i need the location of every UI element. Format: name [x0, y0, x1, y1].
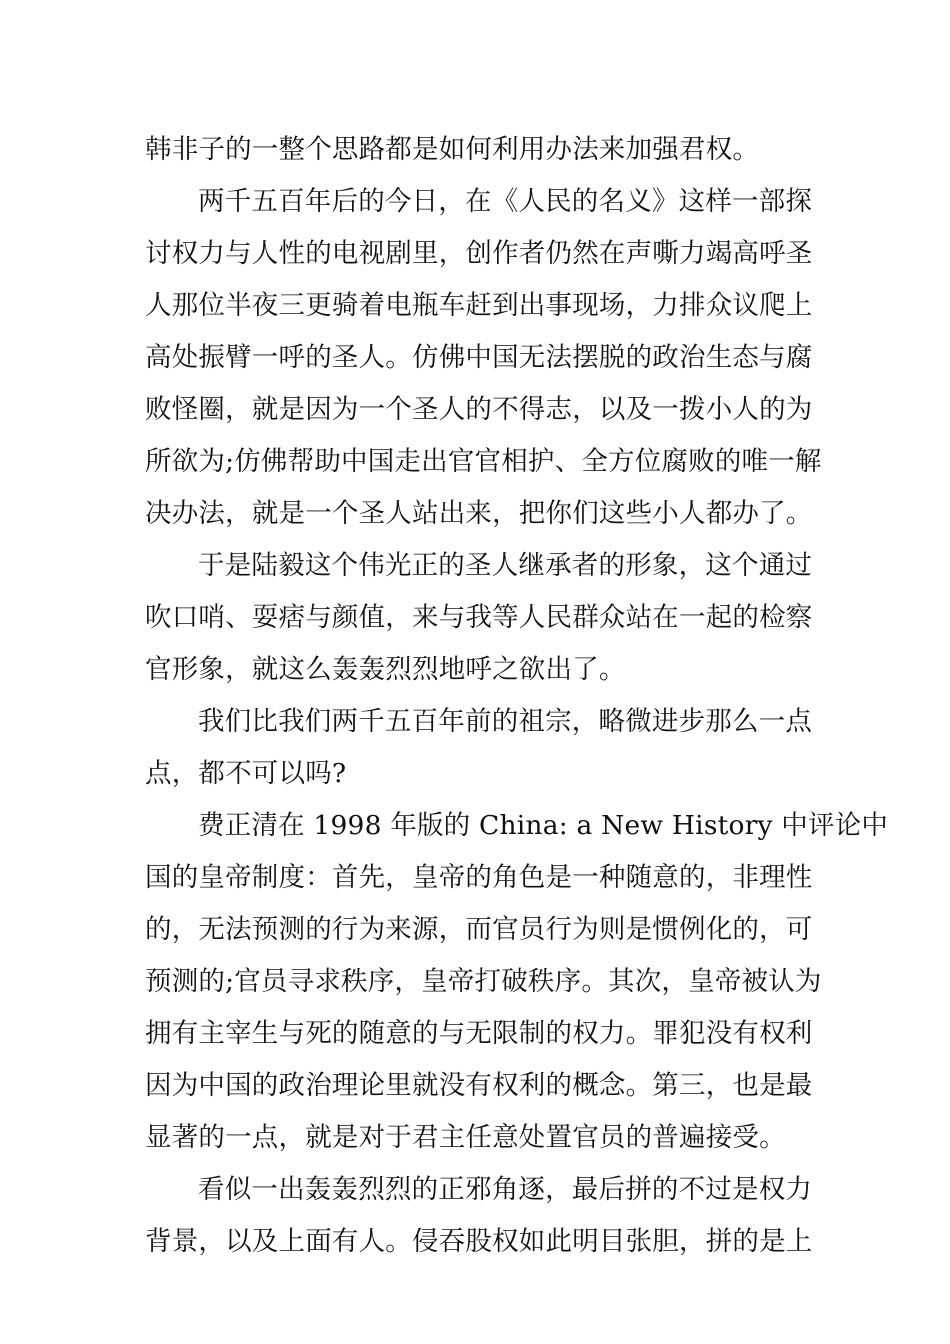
text-line-5: 高处振臂一呼的圣人。仿佛中国无法摆脱的政治生态与腐: [145, 342, 813, 373]
text-line-3: 讨权力与人性的电视剧里，创作者仍然在声嘶力竭高呼圣: [145, 238, 813, 269]
text-line-10: 吹口哨、耍痞与颜值，来与我等人民群众站在一起的检察: [145, 602, 813, 633]
text-line-1: 韩非子的一整个思路都是如何利用办法来加强君权。: [145, 134, 760, 165]
text-line-2: 两千五百年后的今日，在《人民的名义》这样一部探: [198, 186, 813, 217]
text-line-18: 拥有主宰生与死的随意的与无限制的权力。罪犯没有权利: [145, 1018, 813, 1049]
body-text: [145, 124, 889, 1268]
text-line-13: 点，都不可以吗?: [145, 758, 347, 789]
text-line-8: 决办法，就是一个圣人站出来，把你们这些小人都办了。: [145, 498, 813, 529]
text-line-14: 费正清在 1998 年版的 China: a New History 中评论中: [198, 810, 889, 841]
text-line-20: 显著的一点，就是对于君主任意处置官员的普遍接受。: [145, 1122, 786, 1153]
text-line-15: 国的皇帝制度：首先，皇帝的角色是一种随意的，非理性: [145, 862, 813, 893]
text-line-17: 预测的;官员寻求秩序，皇帝打破秩序。其次，皇帝被认为: [145, 966, 822, 997]
text-line-21: 看似一出轰轰烈烈的正邪角逐，最后拼的不过是权力: [198, 1174, 813, 1205]
text-line-4: 人那位半夜三更骑着电瓶车赶到出事现场，力排众议爬上: [145, 290, 813, 321]
text-line-6: 败怪圈，就是因为一个圣人的不得志，以及一拨小人的为: [145, 394, 813, 425]
text-line-19: 因为中国的政治理论里就没有权利的概念。第三，也是最: [145, 1070, 813, 1101]
text-line-16: 的，无法预测的行为来源，而官员行为则是惯例化的，可: [145, 914, 813, 945]
text-line-11: 官形象，就这么轰轰烈烈地呼之欲出了。: [145, 654, 626, 685]
text-line-7: 所欲为;仿佛帮助中国走出官官相护、全方位腐败的唯一解: [145, 446, 822, 477]
text-line-22: 背景，以及上面有人。侵吞股权如此明目张胆，拼的是上: [145, 1226, 813, 1257]
text-line-9: 于是陆毅这个伟光正的圣人继承者的形象，这个通过: [198, 550, 813, 581]
text-line-12: 我们比我们两千五百年前的祖宗，略微进步那么一点: [198, 706, 813, 737]
